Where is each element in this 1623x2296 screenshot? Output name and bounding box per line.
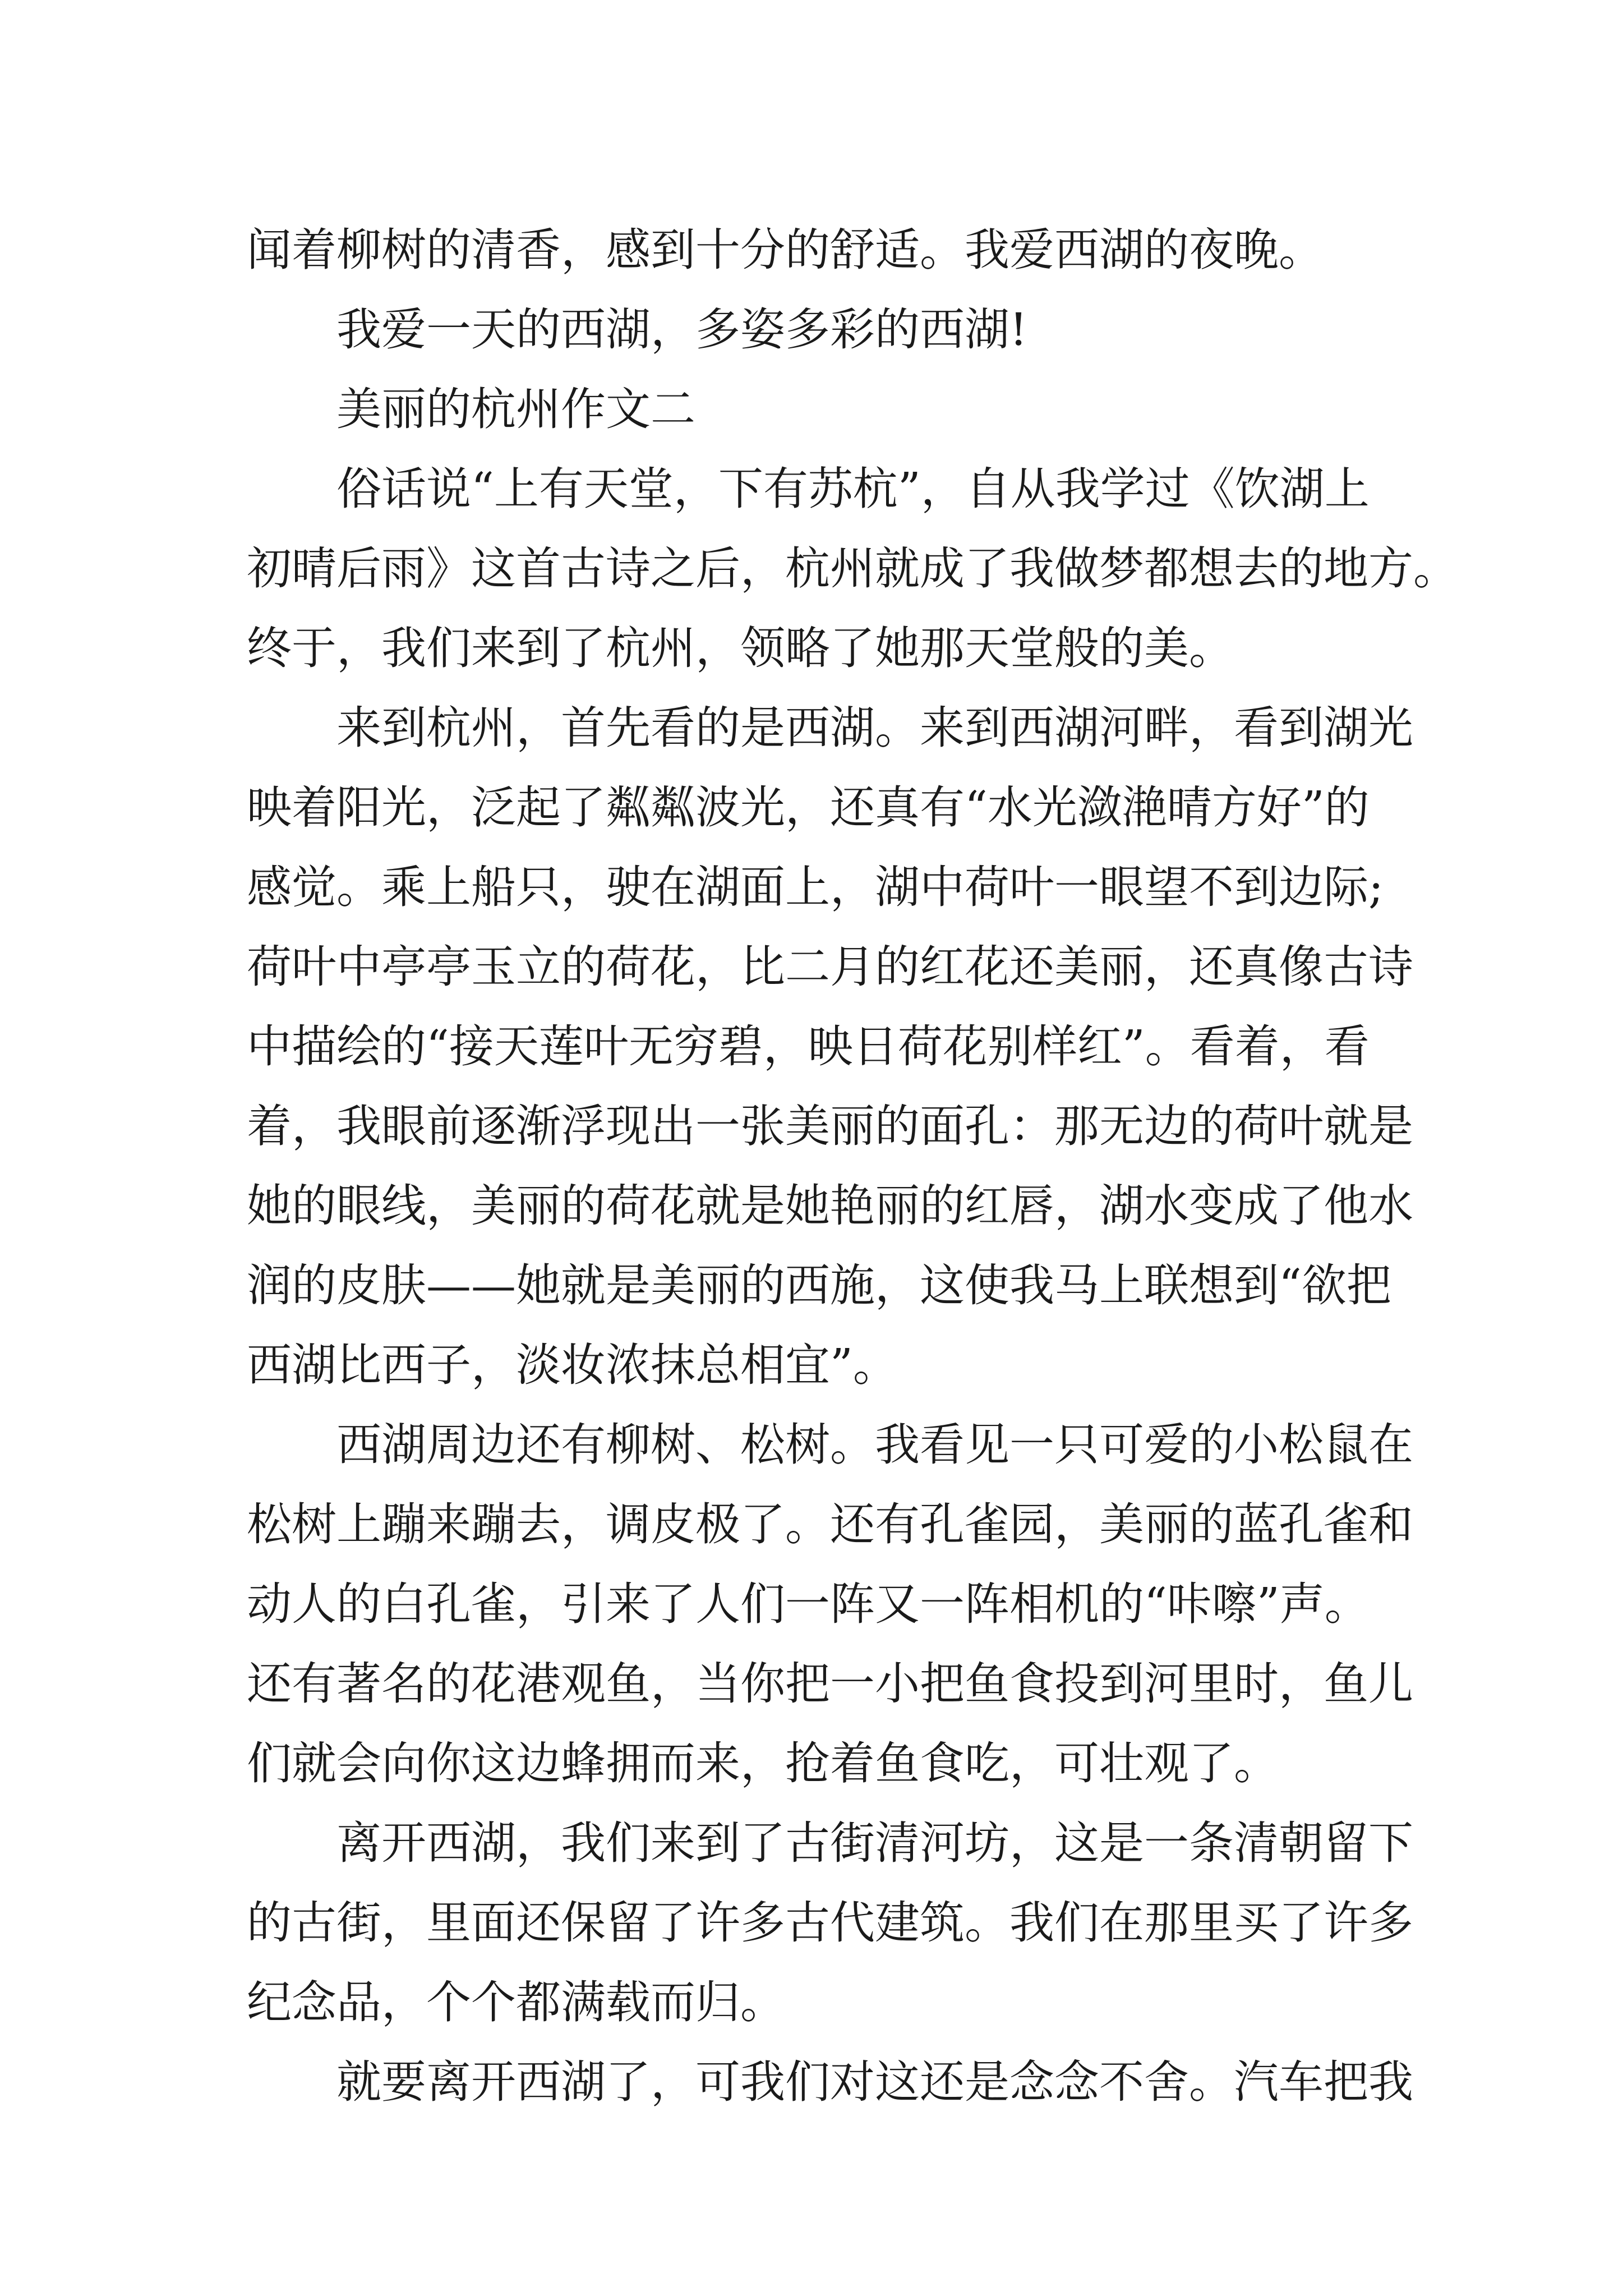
text-line: 还有著名的花港观鱼，当你把一小把鱼食投到河里时，鱼儿 bbox=[247, 1658, 1413, 1710]
text-line: 荷叶中亭亭玉立的荷花，比二月的红花还美丽，还真像古诗 bbox=[247, 941, 1413, 993]
text-line: 西湖周边还有柳树、松树。我看见一只可爱的小松鼠在 bbox=[336, 1419, 1413, 1471]
text-line: 终于，我们来到了杭州，领略了她那天堂般的美。 bbox=[247, 622, 1234, 674]
essay-text bbox=[247, 210, 1458, 2122]
text-line: 离开西湖，我们来到了古街清河坊，这是一条清朝留下 bbox=[336, 1817, 1413, 1869]
text-line: 着，我眼前逐渐浮现出一张美丽的面孔：那无边的荷叶就是 bbox=[247, 1100, 1413, 1152]
text-line: 中描绘的“接天莲叶无穷碧，映日荷花别样红”。看着，看 bbox=[247, 1020, 1370, 1073]
text-line: 的古街，里面还保留了许多古代建筑。我们在那里买了许多 bbox=[247, 1897, 1413, 1949]
text-line: 感觉。乘上船只，驶在湖面上，湖中荷叶一眼望不到边际; bbox=[247, 861, 1384, 913]
essay-section-title: 美丽的杭州作文二 bbox=[336, 383, 695, 435]
text-line: 来到杭州，首先看的是西湖。来到西湖河畔，看到湖光 bbox=[336, 702, 1413, 754]
text-line: 西湖比西子，淡妆浓抹总相宜”。 bbox=[247, 1339, 898, 1391]
text-line: 们就会向你这边蜂拥而来，抢着鱼食吃，可壮观了。 bbox=[247, 1737, 1279, 1789]
text-line: 闻着柳树的清香，感到十分的舒适。我爱西湖的夜晚。 bbox=[247, 224, 1324, 276]
text-line: 她的眼线，美丽的荷花就是她艳丽的红唇，湖水变成了他水 bbox=[247, 1180, 1413, 1232]
text-line: 映着阳光，泛起了粼粼波光，还真有“水光潋滟晴方好”的 bbox=[247, 781, 1370, 834]
text-line: 润的皮肤——她就是美丽的西施，这使我马上联想到“欲把 bbox=[247, 1259, 1391, 1312]
text-line: 初晴后雨》这首古诗之后，杭州就成了我做梦都想去的地方。 bbox=[247, 542, 1458, 595]
text-line: 松树上蹦来蹦去，调皮极了。还有孔雀园，美丽的蓝孔雀和 bbox=[247, 1498, 1413, 1550]
text-line: 纪念品，个个都满载而归。 bbox=[247, 1976, 785, 2028]
text-line: 我爱一天的西湖，多姿多彩的西湖! bbox=[336, 303, 1028, 356]
text-line: 动人的白孔雀，引来了人们一阵又一阵相机的“咔嚓”声。 bbox=[247, 1578, 1370, 1630]
text-line: 俗话说“上有天堂，下有苏杭”，自从我学过《饮湖上 bbox=[336, 463, 1370, 515]
text-line: 就要离开西湖了，可我们对这还是念念不舍。汽车把我 bbox=[336, 2056, 1413, 2108]
